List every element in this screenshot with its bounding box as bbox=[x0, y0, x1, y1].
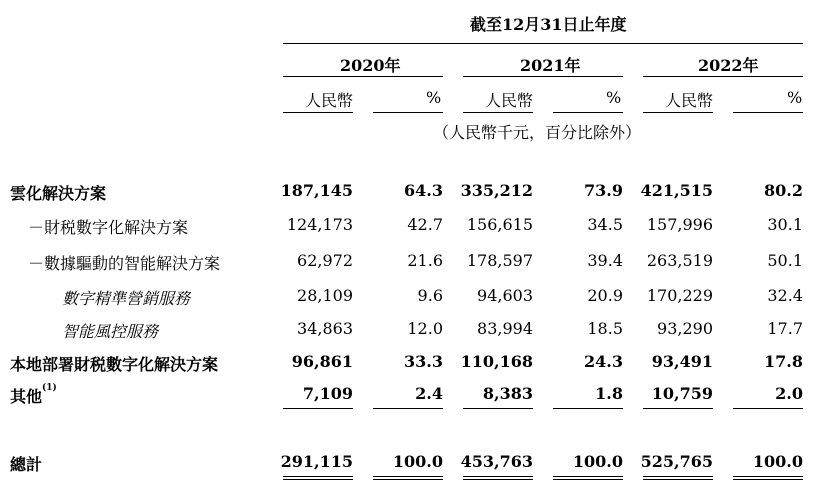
cell: 2.4 bbox=[415, 384, 443, 403]
cell: 28,109 bbox=[297, 286, 353, 305]
cell: 2.0 bbox=[775, 384, 803, 403]
col-pct-2020: % bbox=[426, 88, 442, 107]
cell: 17.7 bbox=[767, 319, 803, 338]
cell: 178,597 bbox=[466, 251, 533, 270]
subtotal-rule-5 bbox=[643, 408, 713, 409]
cell: 263,519 bbox=[646, 251, 713, 270]
cell: 291,115 bbox=[280, 452, 353, 471]
row-label-onpremise: 本地部署財税數字化解決方案 bbox=[10, 355, 219, 374]
col-rule-amt-2022 bbox=[643, 112, 713, 113]
col-rule-amt-2021 bbox=[463, 112, 533, 113]
cell: 42.7 bbox=[407, 215, 443, 234]
header-rule-top bbox=[283, 43, 803, 44]
subtotal-rule-6 bbox=[733, 408, 803, 409]
year-2021: 2021年 bbox=[520, 56, 581, 75]
year-2022: 2022年 bbox=[698, 56, 759, 75]
cell: 9.6 bbox=[417, 286, 443, 305]
cell: 157,996 bbox=[646, 215, 713, 234]
cell: 64.3 bbox=[404, 181, 443, 200]
row-label-marketing: 數字精準營銷服務 bbox=[62, 289, 191, 308]
cell: 62,972 bbox=[297, 251, 353, 270]
cell: 20.9 bbox=[587, 286, 623, 305]
cell: 50.1 bbox=[767, 251, 803, 270]
cell: 73.9 bbox=[584, 181, 623, 200]
col-rule-pct-2021 bbox=[553, 112, 623, 113]
row-label-datadriven: －數據驅動的智能解決方案 bbox=[28, 254, 221, 273]
col-amount-2020: 人民幣 bbox=[305, 91, 354, 110]
cell: 39.4 bbox=[587, 251, 623, 270]
cell: 170,229 bbox=[646, 286, 713, 305]
cell: 12.0 bbox=[407, 319, 443, 338]
total-double-rule-4 bbox=[553, 476, 623, 480]
cell: 187,145 bbox=[280, 181, 353, 200]
cell: 21.6 bbox=[407, 251, 443, 270]
col-amount-2022: 人民幣 bbox=[665, 91, 714, 110]
cell: 124,173 bbox=[286, 215, 353, 234]
row-label-others: 其他$^{(1)}$ bbox=[10, 383, 57, 406]
col-pct-2021: % bbox=[606, 88, 622, 107]
row-label-fintax: －財税數字化解決方案 bbox=[28, 218, 189, 237]
cell: 421,515 bbox=[640, 181, 713, 200]
cell: 93,491 bbox=[651, 352, 713, 371]
col-rule-pct-2020 bbox=[373, 112, 443, 113]
cell: 80.2 bbox=[764, 181, 803, 200]
cell: 100.0 bbox=[752, 452, 803, 471]
period-header: 截至12月31日止年度 bbox=[470, 15, 627, 34]
row-label-total: 總計 bbox=[10, 455, 43, 474]
cell: 30.1 bbox=[767, 215, 803, 234]
cell: 100.0 bbox=[572, 452, 623, 471]
cell: 100.0 bbox=[392, 452, 443, 471]
row-label-cloud: 雲化解決方案 bbox=[10, 184, 107, 203]
subtotal-rule-3 bbox=[463, 408, 533, 409]
cell: 32.4 bbox=[767, 286, 803, 305]
total-double-rule-3 bbox=[463, 476, 533, 480]
cell: 18.5 bbox=[587, 319, 623, 338]
cell: 83,994 bbox=[477, 319, 533, 338]
total-double-rule-6 bbox=[733, 476, 803, 480]
cell: 8,383 bbox=[482, 384, 533, 403]
cell: 93,290 bbox=[657, 319, 713, 338]
year-rule-2022 bbox=[643, 76, 803, 77]
cell: 33.3 bbox=[404, 352, 443, 371]
cell: 156,615 bbox=[466, 215, 533, 234]
year-2020: 2020年 bbox=[340, 56, 401, 75]
cell: 24.3 bbox=[584, 352, 623, 371]
unit-note: （人民幣千元，百分比除外） bbox=[433, 123, 642, 142]
cell: 34,863 bbox=[297, 319, 353, 338]
cell: 453,763 bbox=[460, 452, 533, 471]
year-rule-2020 bbox=[283, 76, 443, 77]
cell: 525,765 bbox=[640, 452, 713, 471]
col-pct-2022: % bbox=[787, 88, 803, 107]
col-rule-amt-2020 bbox=[283, 112, 353, 113]
total-double-rule-1 bbox=[283, 476, 353, 480]
total-double-rule-2 bbox=[373, 476, 443, 480]
subtotal-rule-2 bbox=[373, 408, 443, 409]
cell: 110,168 bbox=[460, 352, 533, 371]
year-rule-2021 bbox=[463, 76, 623, 77]
cell: 335,212 bbox=[460, 181, 533, 200]
cell: 17.8 bbox=[764, 352, 803, 371]
cell: 94,603 bbox=[477, 286, 533, 305]
row-label-riskcontrol: 智能風控服務 bbox=[62, 322, 159, 341]
cell: 34.5 bbox=[587, 215, 623, 234]
footnote-marker: (1) bbox=[42, 383, 57, 393]
subtotal-rule-4 bbox=[553, 408, 623, 409]
subtotal-rule-1 bbox=[283, 408, 353, 409]
cell: 1.8 bbox=[595, 384, 623, 403]
cell: 10,759 bbox=[651, 384, 713, 403]
col-rule-pct-2022 bbox=[733, 112, 803, 113]
col-amount-2021: 人民幣 bbox=[485, 91, 534, 110]
cell: 96,861 bbox=[291, 352, 353, 371]
total-double-rule-5 bbox=[643, 476, 713, 480]
cell: 7,109 bbox=[302, 384, 353, 403]
